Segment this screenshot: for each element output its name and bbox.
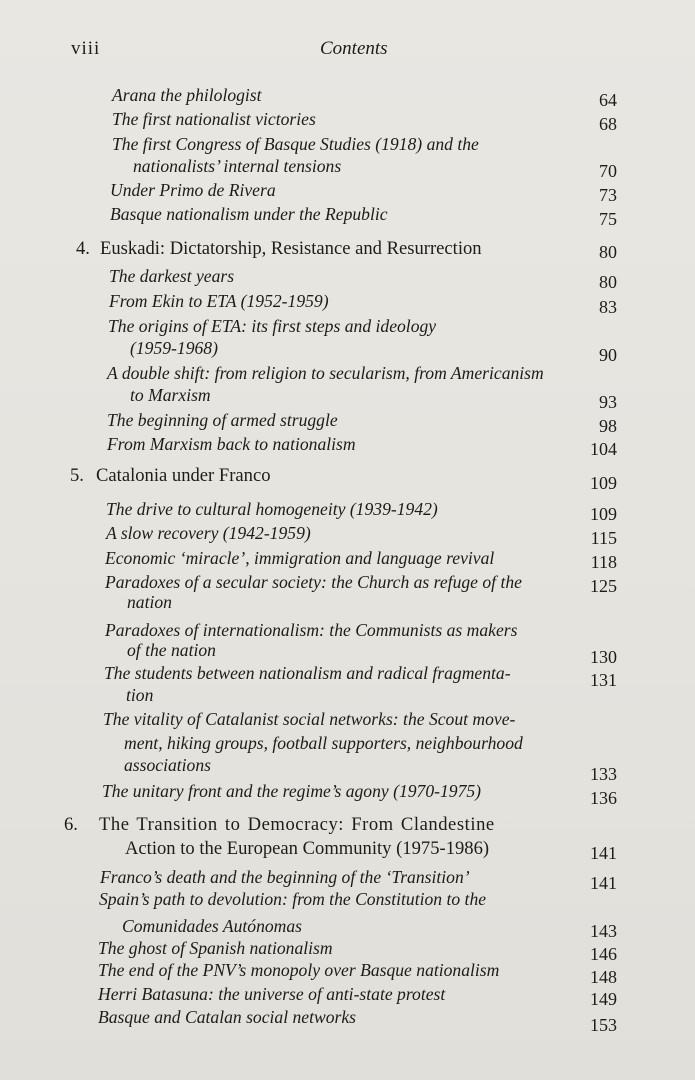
toc-page-number: 153	[590, 1015, 617, 1035]
toc-section-title: From Ekin to ETA (1952-1959)	[109, 291, 329, 311]
toc-page-number: 98	[599, 416, 617, 436]
toc-section-title: Franco’s death and the beginning of the ‘Transition’	[100, 867, 470, 887]
toc-section-title: Economic ‘miracle’, immigration and language revival	[105, 548, 495, 568]
toc-page-number: 64	[599, 90, 617, 110]
toc-section-title-continued: tion	[126, 685, 154, 705]
toc-page-number: 133	[590, 764, 617, 784]
toc-section-title: Herri Batasuna: the universe of anti-state protest	[98, 984, 446, 1004]
toc-page-number: 131	[590, 670, 617, 690]
toc-section-title-continued: Comunidades Autónomas	[122, 916, 303, 936]
toc-section-title-continued: associations	[124, 755, 211, 775]
toc-section-title-continued: nationalists’ internal tensions	[133, 156, 342, 176]
toc-section-title: Basque and Catalan social networks	[98, 1007, 357, 1027]
toc-section-title-continued: of the nation	[127, 640, 216, 660]
toc-section-title: A double shift: from religion to secularism, from Americanism	[107, 363, 544, 383]
toc-page-number: 109	[590, 504, 617, 524]
toc-page-number: 148	[590, 967, 617, 987]
toc-section-title: The end of the PNV’s monopoly over Basque nationalism	[98, 960, 500, 980]
toc-chapter-title: Catalonia under Franco	[96, 465, 271, 486]
running-head: Contents	[320, 38, 388, 59]
toc-chapter-number: 6.	[64, 814, 78, 835]
toc-section-title: The origins of ETA: its first steps and ideology	[108, 316, 437, 336]
toc-page-number: 68	[599, 114, 617, 134]
toc-page-number: 90	[599, 345, 617, 365]
toc-section-title: The vitality of Catalanist social networks: the Scout move-	[103, 709, 516, 729]
toc-page-number: 141	[590, 873, 617, 893]
toc-section-title-continued: ment, hiking groups, football supporters, neighbourhood	[124, 733, 523, 753]
toc-page-number: 141	[590, 843, 617, 863]
toc-section-title-continued: nation	[127, 592, 172, 612]
toc-page-number: 146	[590, 944, 617, 964]
toc-page-number: 93	[599, 392, 617, 412]
toc-page-number: 70	[599, 161, 617, 181]
toc-page-number: 73	[599, 185, 617, 205]
toc-page-number: 125	[590, 576, 617, 596]
toc-section-title: The darkest years	[109, 266, 235, 286]
toc-page-number: 136	[590, 788, 617, 808]
toc-page-number: 143	[590, 921, 617, 941]
toc-section-title: The students between nationalism and radical fragmenta-	[104, 663, 511, 683]
toc-section-title-continued: (1959-1968)	[130, 338, 218, 358]
toc-section-title: Paradoxes of internationalism: the Communists as makers	[105, 620, 518, 640]
toc-page-number: 80	[599, 272, 617, 292]
toc-section-title: Paradoxes of a secular society: the Church as refuge of the	[105, 572, 522, 592]
page-folio: viii	[71, 38, 101, 59]
toc-section-title-continued: to Marxism	[130, 385, 211, 405]
toc-page-number: 109	[590, 473, 617, 493]
toc-page-number: 115	[590, 528, 617, 548]
toc-page-number: 83	[599, 297, 617, 317]
toc-section-title: The beginning of armed struggle	[107, 410, 338, 430]
toc-section-title: The first nationalist victories	[112, 109, 316, 129]
toc-section-title: The ghost of Spanish nationalism	[98, 938, 333, 958]
toc-page-number: 130	[590, 647, 617, 667]
toc-section-title: Under Primo de Rivera	[110, 180, 276, 200]
toc-section-title: Arana the philologist	[112, 85, 262, 105]
toc-page-number: 149	[590, 989, 617, 1009]
toc-section-title: A slow recovery (1942-1959)	[106, 523, 311, 543]
toc-page-number: 118	[590, 552, 617, 572]
toc-section-title: The first Congress of Basque Studies (1918) and the	[112, 134, 479, 154]
toc-section-title: The unitary front and the regime’s agony (1970-1975)	[102, 781, 482, 801]
toc-section-title: Spain’s path to devolution: from the Constitution to the	[99, 889, 487, 909]
toc-chapter-number: 5.	[70, 465, 84, 486]
toc-page-number: 75	[599, 209, 617, 229]
toc-chapter-number: 4.	[76, 238, 90, 259]
toc-section-title: From Marxism back to nationalism	[107, 434, 356, 454]
toc-chapter-title: The Transition to Democracy: From Clandestine	[99, 814, 495, 835]
toc-chapter-title-continued: Action to the European Community (1975-1986)	[125, 838, 490, 859]
toc-section-title: Basque nationalism under the Republic	[110, 204, 388, 224]
toc-chapter-title: Euskadi: Dictatorship, Resistance and Resurrection	[100, 238, 482, 259]
toc-page-number: 80	[599, 242, 617, 262]
toc-page-number: 104	[590, 439, 617, 459]
toc-section-title: The drive to cultural homogeneity (1939-1942)	[106, 499, 438, 519]
